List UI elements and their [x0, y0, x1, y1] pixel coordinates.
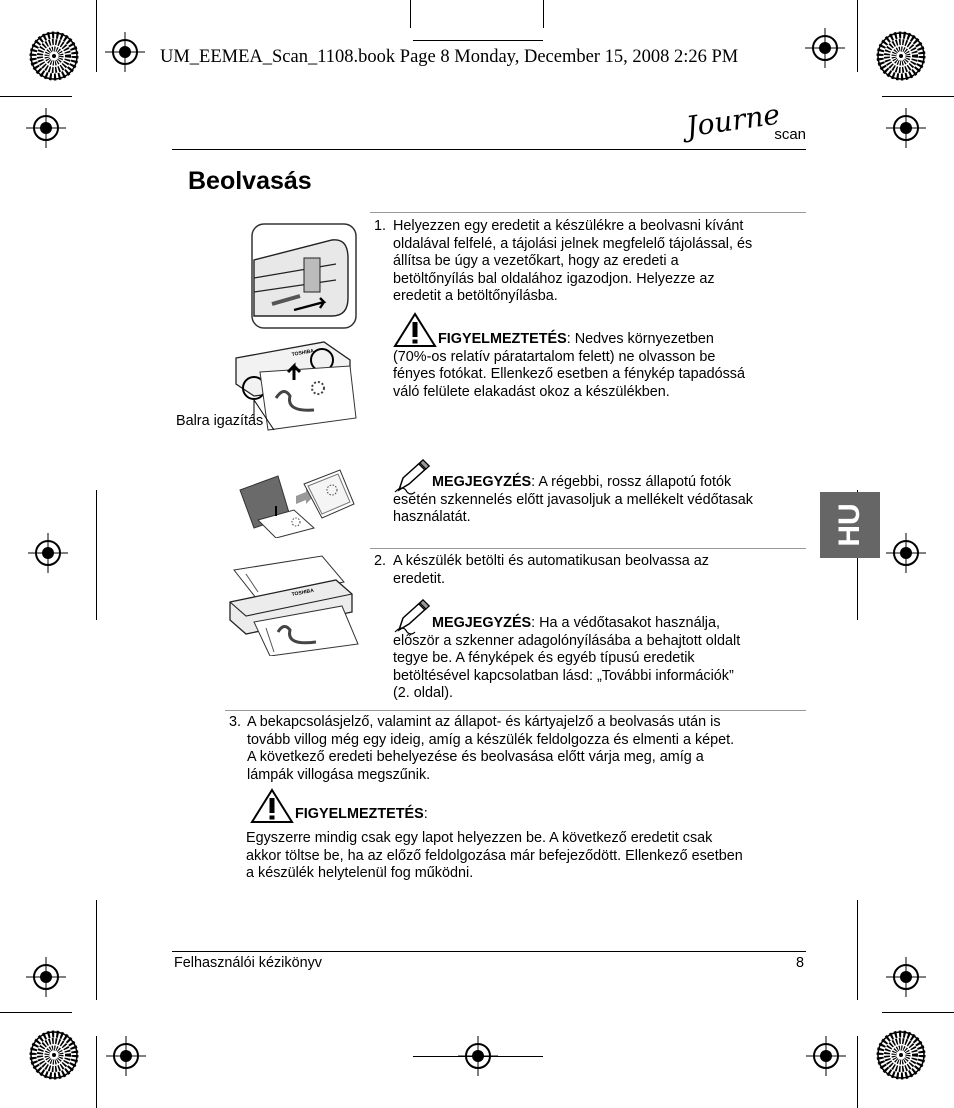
step2-number: 2. — [374, 553, 387, 569]
registration-crosshair-icon — [806, 1036, 846, 1076]
note2-line: betöltésével kapcsolatban lásd: „További információk” — [393, 667, 734, 684]
step2-rule — [370, 548, 806, 549]
warning1-label: FIGYELMEZTETÉS — [438, 331, 567, 347]
registration-crosshair-icon — [458, 1036, 498, 1076]
language-tab-label: HU — [833, 503, 866, 547]
scanner-brand-label-2: TOSHIBA — [291, 587, 315, 598]
step1-line: Helyezzen egy eredetit a készülékre a beolvasni kívánt — [393, 218, 744, 234]
footer-title: Felhasználói kézikönyv — [174, 955, 322, 971]
step3-text — [247, 714, 734, 784]
warning1-line: (70%-os relatív páratartalom felett) ne olvasson be — [393, 348, 716, 365]
page-title: Beolvasás — [188, 167, 312, 195]
warning2-line: a készülék helytelenül fog működni. — [246, 865, 474, 881]
align-left-caption: Balra igazítás — [176, 413, 264, 429]
brand-script: Journe — [684, 97, 782, 144]
header-rule — [172, 149, 806, 150]
protective-sleeve-illustration — [236, 468, 356, 538]
registration-crosshair-icon — [105, 32, 145, 72]
warning2-heading — [295, 806, 428, 824]
scanner-loading-illustration — [224, 220, 364, 440]
starburst-target-icon — [29, 31, 79, 81]
note1-line: esetén szkennelés előtt javasoljuk a mellékelt védőtasak — [393, 491, 753, 508]
note2-text — [393, 615, 740, 703]
warning2-text — [246, 830, 743, 883]
step3-rule — [225, 710, 806, 711]
step2-line: eredetit. — [393, 570, 445, 587]
brand-logo — [684, 97, 808, 150]
brand-sub: scan — [774, 126, 806, 143]
note2-label: MEGJEGYZÉS — [432, 615, 532, 631]
starburst-target-icon — [876, 31, 926, 81]
note2-line: tegye be. A fényképek és egyéb típusú eredetik — [393, 650, 695, 666]
scanner-brand-label-1: TOSHIBA — [291, 348, 315, 358]
registration-crosshair-icon — [805, 28, 845, 68]
note1-first-line: : A régebbi, rossz állapotú fotók — [531, 474, 732, 490]
note1-text — [393, 474, 753, 527]
step1-line: állítsa be úgy a vezetőkart, hogy az eredeti a — [393, 253, 679, 269]
warning2-label: FIGYELMEZTETÉS — [295, 806, 424, 822]
page-number: 8 — [796, 955, 805, 971]
note1-line: használatát. — [393, 509, 471, 525]
step1-rule — [370, 212, 806, 213]
step1-line: oldalával felfelé, a tájolási jelnek megfelelő tájolással, és — [393, 235, 753, 252]
warning1-first-line: : Nedves környezetben — [566, 331, 714, 347]
registration-crosshair-icon — [106, 1036, 146, 1076]
step1-line: eredetit a betöltőnyílásba. — [393, 288, 558, 304]
warning1-text — [393, 331, 745, 401]
step2-text — [393, 553, 709, 588]
registration-crosshair-icon — [26, 108, 66, 148]
step3-line: A bekapcsolásjelző, valamint az állapot- és kártyajelző a beolvasás után is — [247, 714, 721, 730]
note2-first-line: : Ha a védőtasakot használja, — [531, 615, 720, 631]
note2-line: (2. oldal). — [393, 685, 453, 701]
step2-line: A készülék betölti és automatikusan beolvassa az — [393, 553, 709, 569]
registration-crosshair-icon — [26, 957, 66, 997]
note2-line: először a szkenner adagolónyílásába a behajtott oldalt — [393, 632, 741, 649]
footer-rule — [172, 951, 806, 952]
step3-line: A következő eredeti behelyezése és beolvasása előtt várja meg, amíg a — [247, 749, 704, 765]
warning1-line: váló felülete elakadást okoz a készülékben. — [393, 383, 670, 400]
language-tab — [820, 492, 880, 558]
registration-crosshair-icon — [28, 533, 68, 573]
note1-label: MEGJEGYZÉS — [432, 474, 532, 490]
warning2-suffix: : — [423, 806, 428, 822]
warning2-line: Egyszerre mindig csak egy lapot helyezzen be. A következő eredetit csak — [246, 830, 713, 846]
warning-triangle-icon — [250, 788, 294, 824]
step3-line: lámpák villogása megszűnik. — [247, 766, 431, 783]
step3-line: tovább villog még egy ideig, amíg a készülék feldolgozza és elmenti a képet. — [247, 731, 735, 748]
warning2-line: akkor töltse be, ha az előző feldolgozása már befejeződött. Ellenkező esetben — [246, 847, 743, 864]
scanner-feeding-illustration — [226, 552, 362, 656]
print-header: UM_EEMEA_Scan_1108.book Page 8 Monday, December 15, 2008 2:26 PM — [160, 47, 739, 67]
step1-line: betöltőnyílás bal oldalához igazodjon. Helyezze az — [393, 270, 715, 287]
step1-number: 1. — [374, 218, 387, 234]
registration-crosshair-icon — [886, 533, 926, 573]
step1-text — [393, 218, 752, 306]
warning1-line: fényes fotókat. Ellenkező esetben a fénykép tapadóssá — [393, 366, 746, 382]
registration-crosshair-icon — [886, 957, 926, 997]
starburst-target-icon — [29, 1030, 79, 1080]
registration-crosshair-icon — [886, 108, 926, 148]
starburst-target-icon — [876, 1030, 926, 1080]
step3-number: 3. — [229, 714, 242, 730]
